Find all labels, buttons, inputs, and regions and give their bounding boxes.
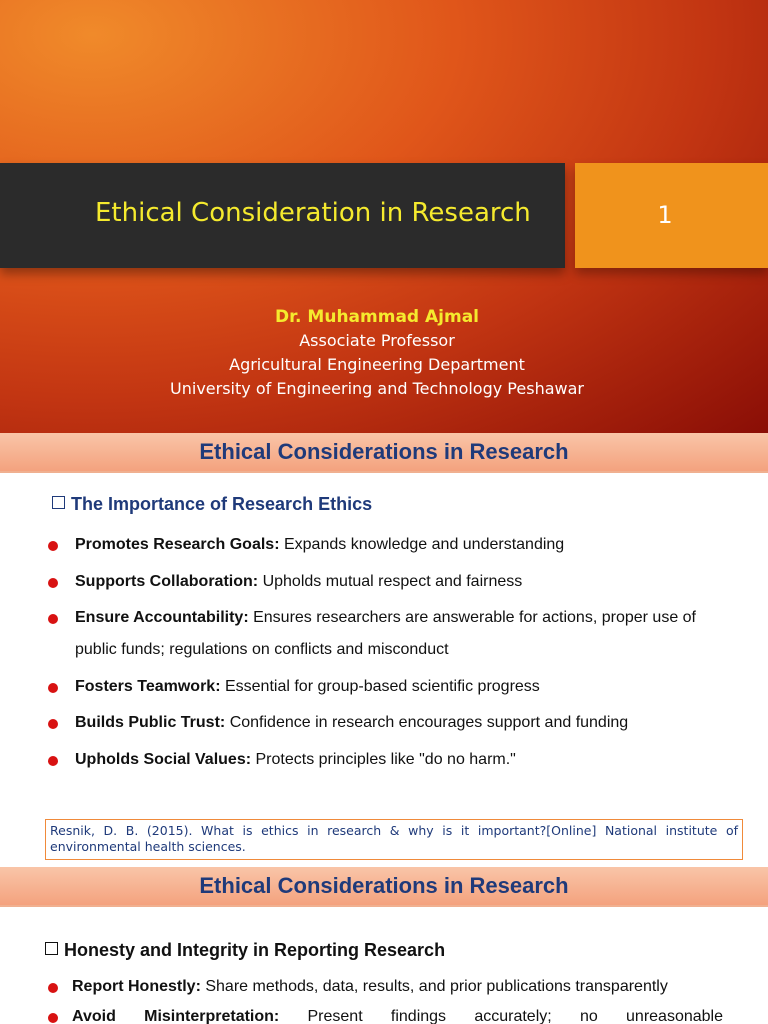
ethics-importance-slide — [0, 433, 768, 865]
list-item — [45, 972, 723, 1002]
slide-number: 1 — [657, 201, 673, 229]
author-department: Agricultural Engineering Department — [229, 355, 525, 374]
section-subheading — [52, 494, 372, 515]
author-name: Dr. Muhammad Ajmal — [274, 307, 480, 327]
bullet-list — [48, 529, 728, 780]
section-subheading — [45, 940, 445, 961]
author-block — [0, 306, 754, 401]
bullet-dot-icon — [48, 541, 58, 551]
list-item — [48, 671, 728, 703]
bullet-text: Essential for group-based scientific progress — [224, 677, 540, 695]
honesty-integrity-slide — [0, 867, 768, 1024]
list-item — [48, 529, 728, 561]
bullet-dot-icon — [48, 756, 58, 766]
list-item — [48, 707, 728, 739]
bullet-dot-icon — [48, 683, 58, 693]
slide-title: Ethical Consideration in Research — [95, 198, 531, 228]
reference-citation: Resnik, D. B. (2015). What is ethics in research & why is it important?[Online] National institute of environmental health sciences. — [45, 819, 743, 860]
bullet-text: Confidence in research encourages support and funding — [229, 714, 629, 731]
author-university: University of Engineering and Technology Peshawar — [170, 379, 584, 398]
checkbox-square-icon — [45, 942, 58, 955]
bullet-label: Supports Collaboration: — [75, 572, 259, 590]
author-role: Associate Professor — [299, 331, 455, 350]
bullet-label: Builds Public Trust: — [75, 714, 226, 731]
list-item — [48, 566, 728, 598]
bullet-dot-icon — [48, 614, 58, 624]
bullet-dot-icon — [48, 983, 58, 993]
bullet-label: Upholds Social Values: — [75, 750, 252, 768]
bullet-list — [45, 972, 723, 1024]
bullet-dot-icon — [48, 1013, 58, 1023]
checkbox-square-icon — [52, 496, 65, 509]
list-item — [48, 602, 728, 666]
bullet-label: Fosters Teamwork: — [75, 677, 221, 695]
slide-header — [0, 433, 768, 473]
list-item — [48, 744, 728, 776]
bullet-label: Avoid Misinterpretation: — [72, 1008, 280, 1024]
slide-header — [0, 867, 768, 907]
bullet-text: Protects principles like "do no harm." — [255, 750, 516, 768]
bullet-text: Share methods, data, results, and prior publications transparently — [205, 978, 668, 995]
bullet-text: Ensures researchers are answerable for actions, proper use of public funds; regulations on conflicts and misconduct — [75, 609, 696, 658]
slide-header-title: Ethical Considerations in Research — [199, 439, 569, 464]
bullet-text: Expands knowledge and understanding — [283, 536, 565, 553]
bullet-label: Report Honestly: — [72, 978, 201, 995]
bullet-label: Ensure Accountability: — [75, 609, 249, 626]
list-item — [45, 1002, 723, 1024]
title-slide — [0, 0, 768, 433]
subheading-text: The Importance of Research Ethics — [71, 494, 373, 514]
bullet-dot-icon — [48, 578, 58, 588]
bullet-dot-icon — [48, 719, 58, 729]
bullet-text: Upholds mutual respect and fairness — [262, 572, 523, 590]
slide-header-title: Ethical Considerations in Research — [199, 873, 569, 898]
subheading-text: Honesty and Integrity in Reporting Research — [64, 940, 446, 960]
bullet-text: Present findings accurately; no unreasonable — [307, 1008, 723, 1024]
bullet-label: Promotes Research Goals: — [75, 536, 280, 553]
